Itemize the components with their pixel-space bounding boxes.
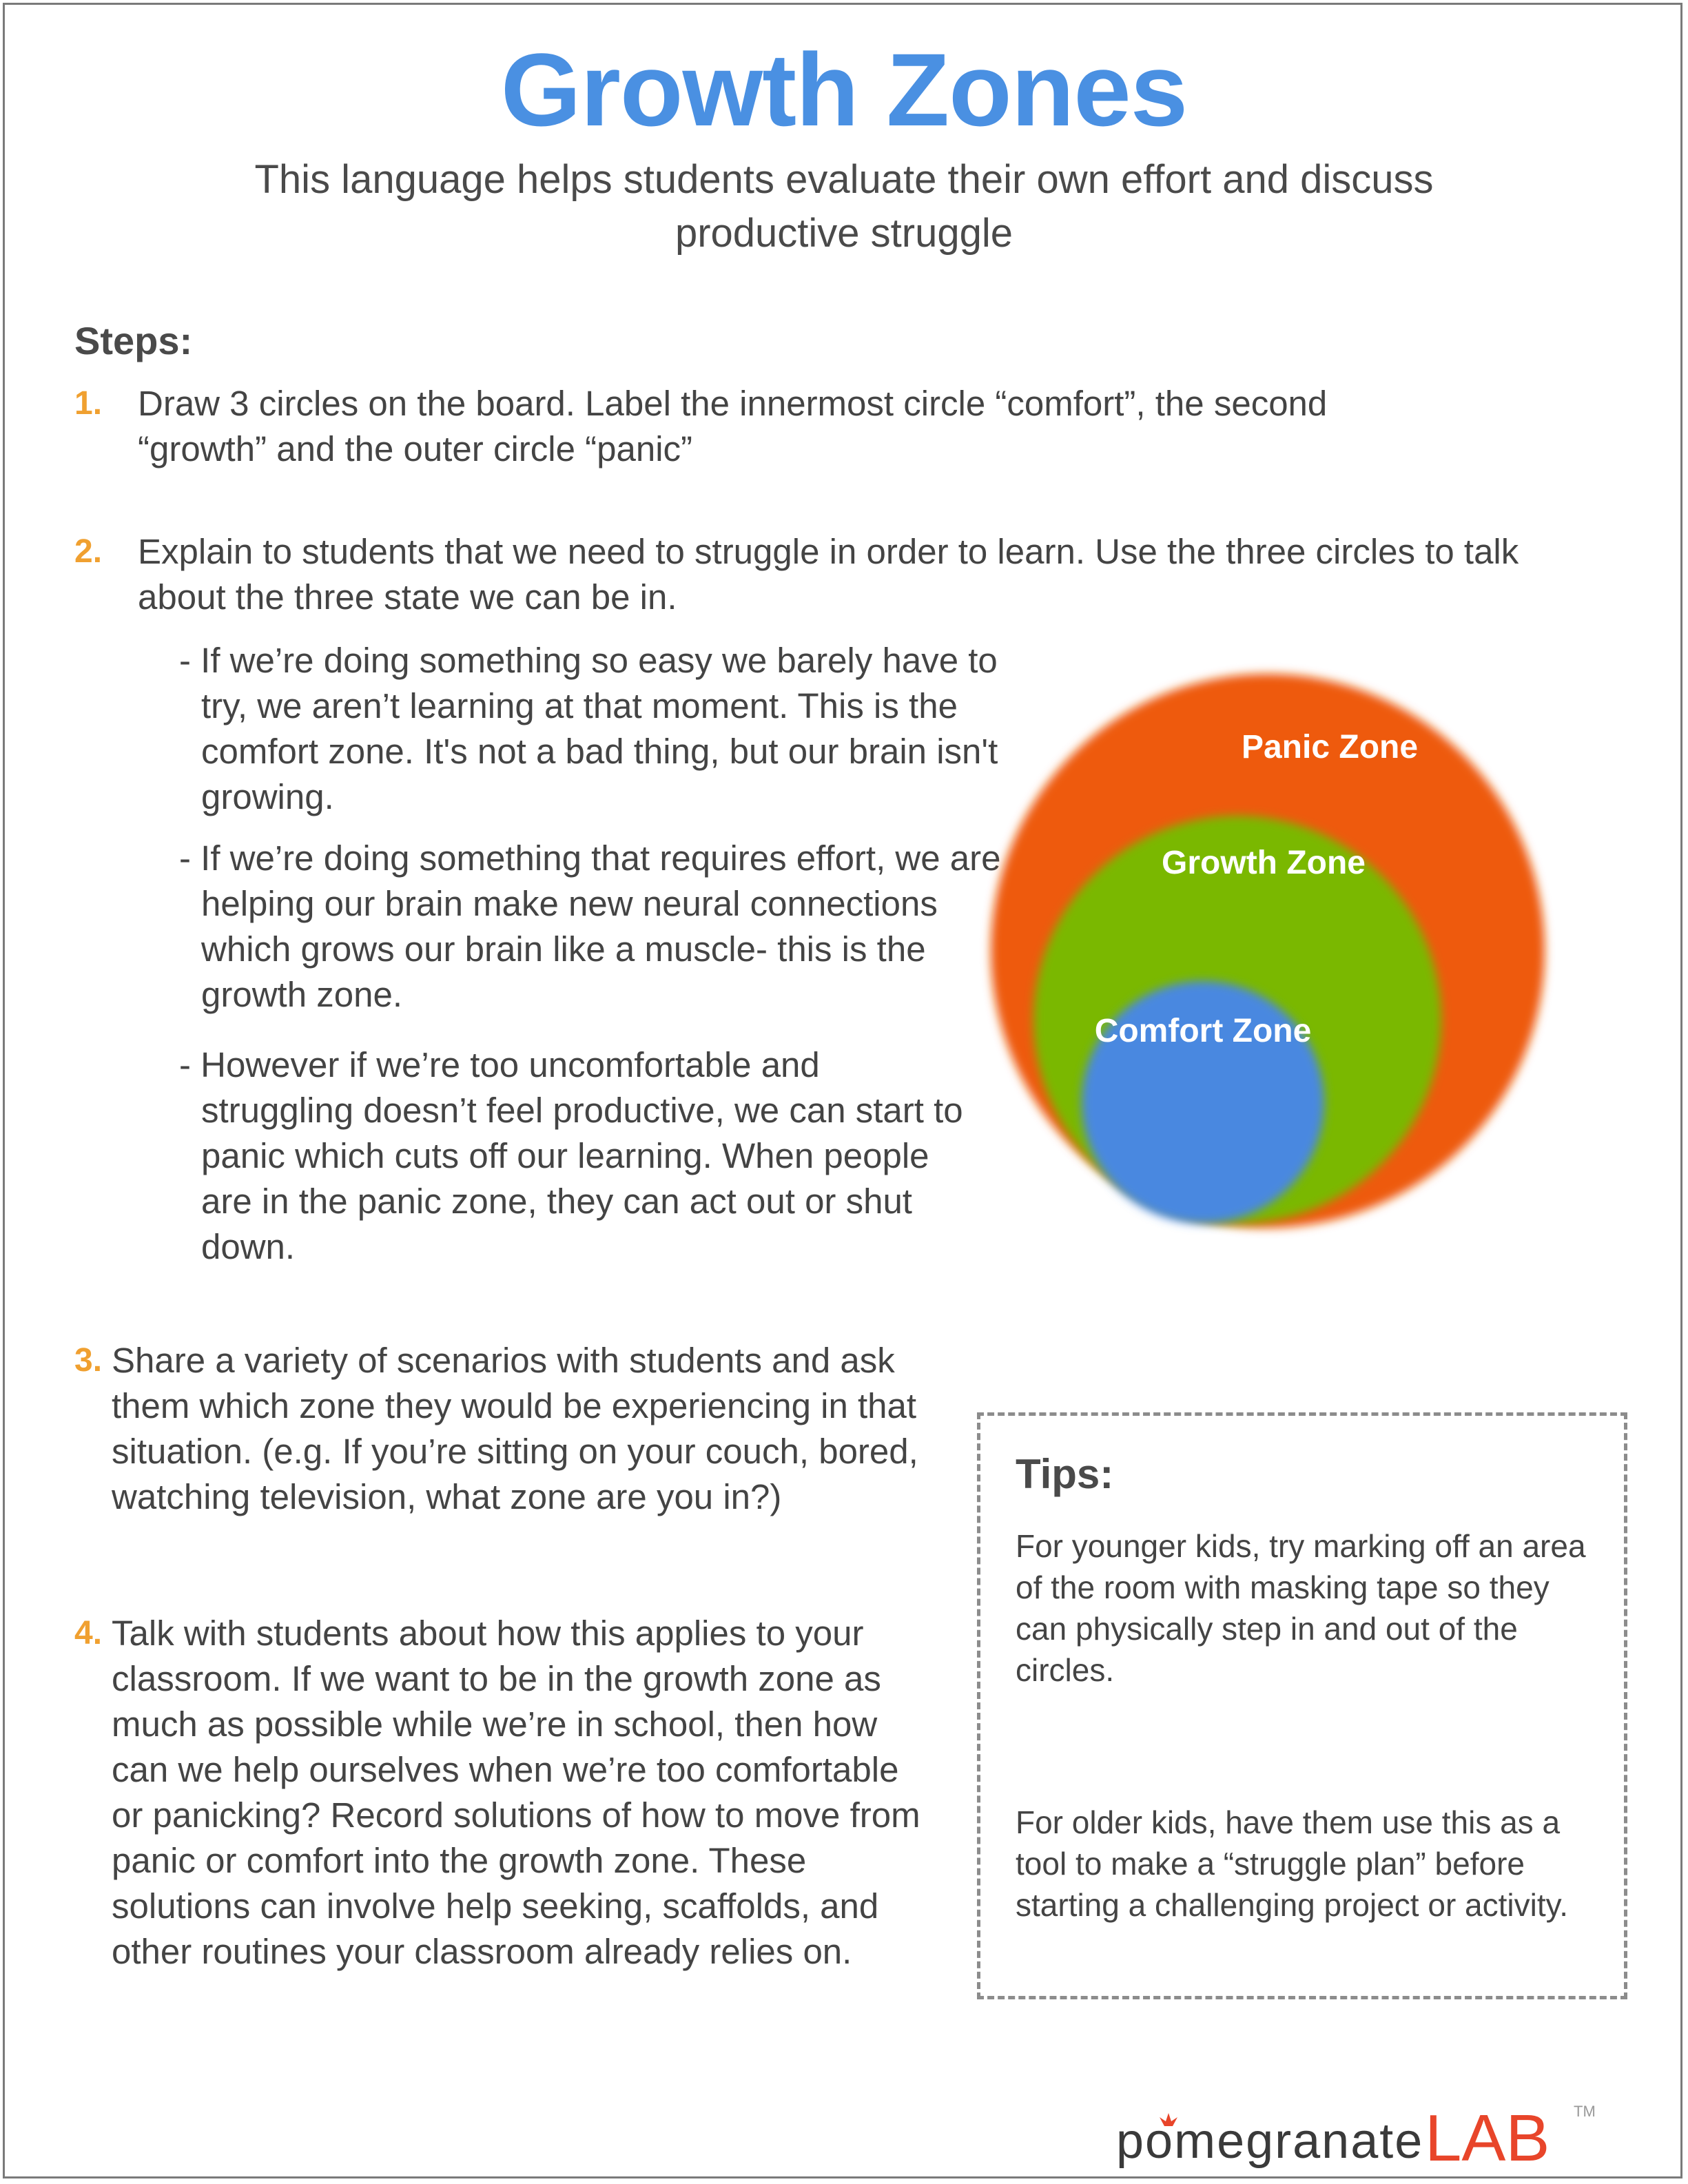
tip-older-kids: For older kids, have them use this as a tool to make a “struggle plan” before starting a challenging project or activity. (1016, 1804, 1568, 1923)
tip-younger-kids: For younger kids, try marking off an area of the room with masking tape so they can physically step in and out of the circles. (1016, 1528, 1586, 1688)
steps-heading: Steps: (74, 319, 193, 362)
step-text-3: Share a variety of scenarios with students and ask them which zone they would be experiencing in that situation. (e.g. If you’re sitting on your couch, bored, watching television, what zone are you in?) (112, 1341, 918, 1516)
page-title: Growth Zones (500, 32, 1188, 147)
tips-heading: Tips: (1016, 1451, 1114, 1497)
step-number-2: 2. (74, 533, 103, 570)
growth-zones-diagram (978, 661, 1571, 1254)
step-number-1: 1. (74, 385, 103, 422)
pomegranate-lab-logo (1116, 2094, 1667, 2170)
step-text-2: Explain to students that we need to struggle in order to learn. Use the three circles to talk about the three state we can be in. (138, 532, 1519, 617)
page-subtitle: This language helps students evaluate their own effort and discuss productive struggle (254, 157, 1434, 256)
comfort-zone-label: Comfort Zone (1094, 1013, 1312, 1049)
logo-text: pomegranate (1116, 2114, 1424, 2169)
bullet-growth: - If we’re doing something that requires effort, we are helping our brain make new neural connections which grows our brain like a muscle- this is the growth zone. (179, 838, 1001, 1014)
step-number-4: 4. (74, 1615, 103, 1651)
panic-zone-label: Panic Zone (1241, 729, 1419, 765)
logo-trademark: TM (1574, 2103, 1596, 2120)
step-text-1: Draw 3 circles on the board. Label the innermost circle “comfort”, the second “growth” and the outer circle “panic” (138, 384, 1328, 468)
bullet-comfort: - If we’re doing something so easy we barely have to try, we aren’t learning at that moment. This is the comfort zone. It's not a bad thing, but our brain isn't growing. (179, 641, 998, 816)
step-text-4: Talk with students about how this applies to your classroom. If we want to be in the growth zone as much as possible while we’re in school, then how can we help ourselves when we’re too comfortable or panicking? Record solutions of how to move from panic or comfort into the growth zone. These solutions can involve help seeking, scaffolds, and other routines your classroom already relies on. (112, 1614, 920, 1971)
growth-zone-label: Growth Zone (1162, 845, 1366, 881)
logo-lab: LAB (1425, 2101, 1550, 2170)
step-number-3: 3. (74, 1342, 103, 1379)
bullet-panic: - However if we’re too uncomfortable and struggling doesn’t feel productive, we can start to panic which cuts off our learning. When people are in the panic zone, they can act out or shut down. (179, 1045, 963, 1266)
